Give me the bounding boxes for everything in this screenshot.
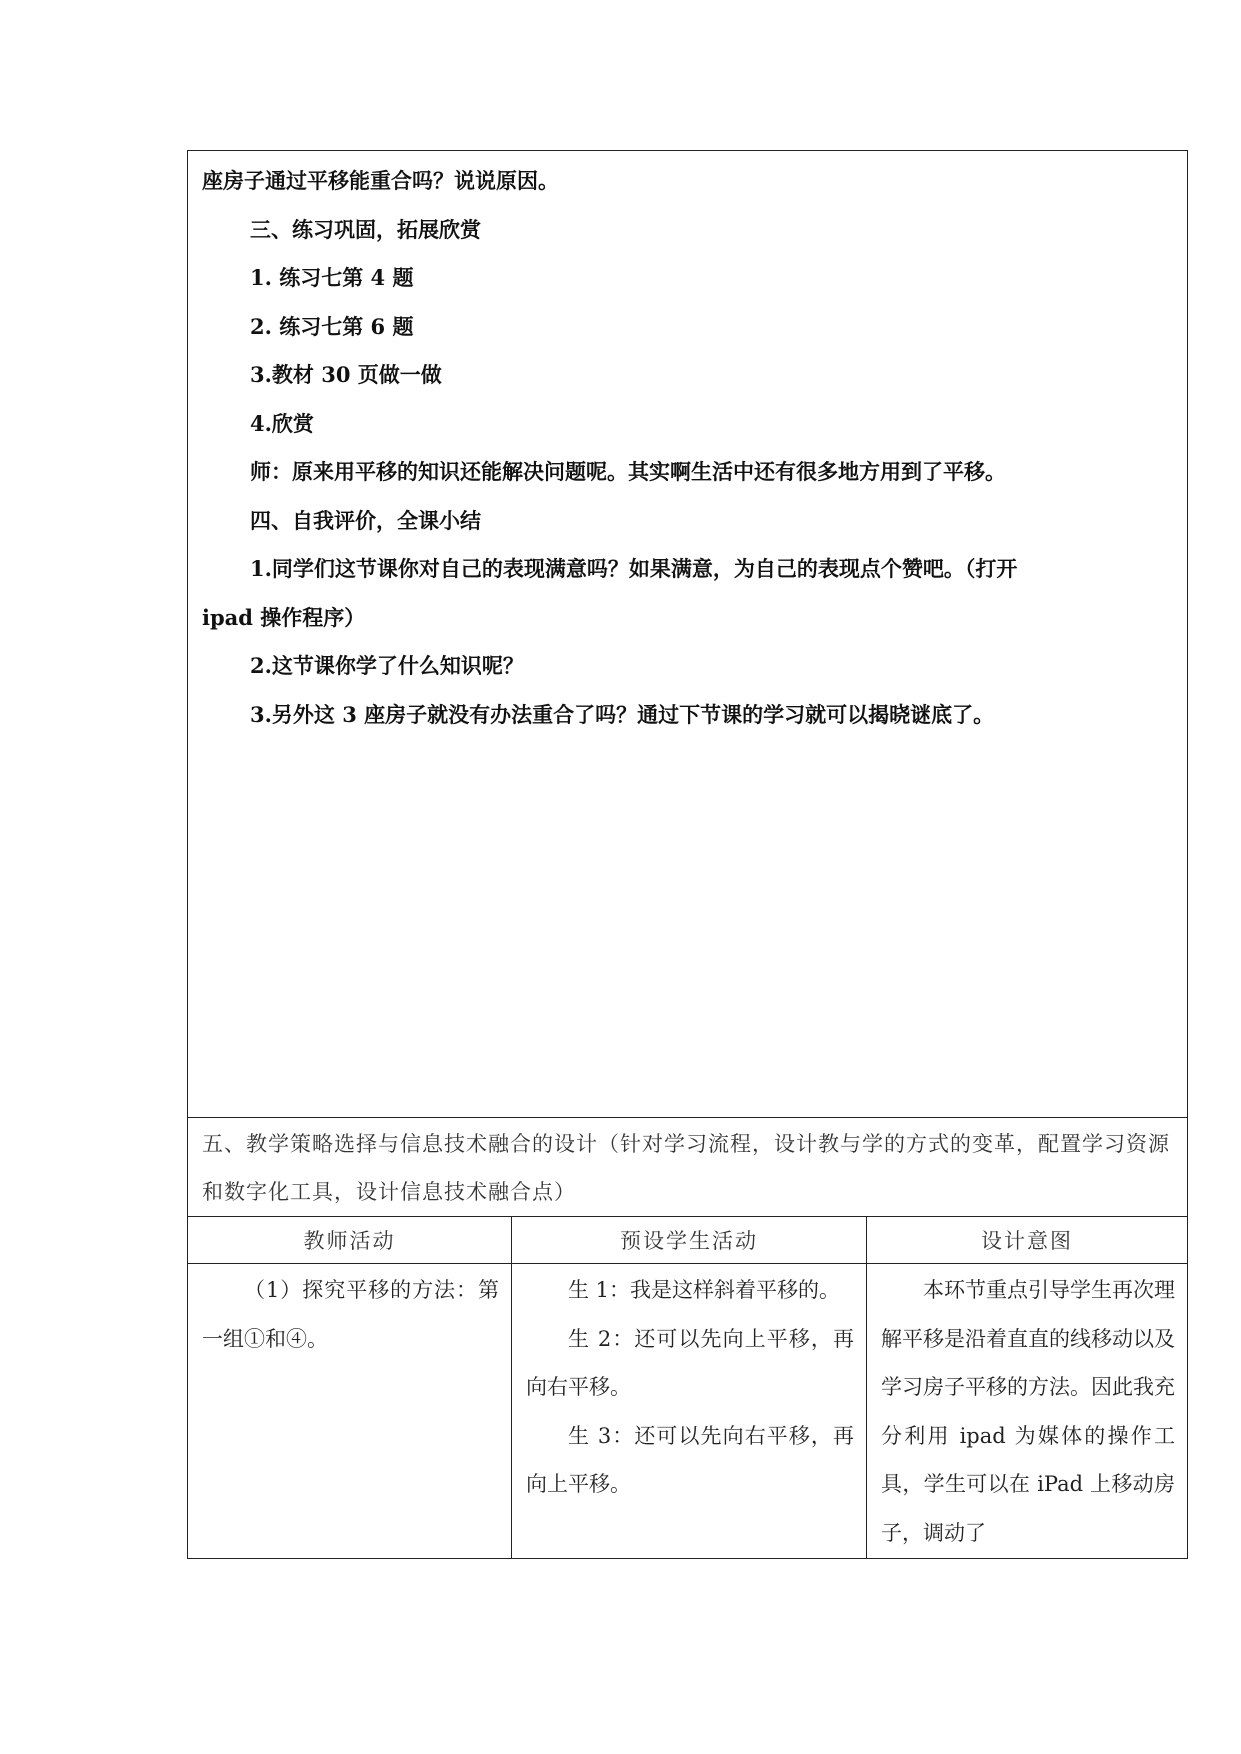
- teacher-activity-cell: [188, 1264, 512, 1559]
- lesson-line: 2. 练习七第 6 题: [250, 313, 414, 339]
- lesson-line: 4.欣赏: [250, 410, 314, 436]
- strategy-heading-cell: [188, 1118, 1188, 1217]
- student-response: 生 3：还可以先向右平移，再向上平移。: [526, 1423, 854, 1496]
- student-response: 生 2：还可以先向上平移，再向右平移。: [526, 1326, 854, 1399]
- student-response: 生 1：我是这样斜着平移的。: [568, 1278, 841, 1302]
- section-heading: 四、自我评价，全课小结: [250, 507, 481, 533]
- lesson-line: 座房子通过平移能重合吗？说说原因。: [202, 168, 559, 193]
- column-header-students: 预设学生活动: [512, 1217, 867, 1264]
- lesson-line: ipad 操作程序）: [202, 604, 366, 630]
- section-heading: 三、练习巩固，拓展欣赏: [250, 216, 481, 242]
- design-intent-cell: [867, 1264, 1188, 1559]
- teacher-activity-text: （1）探究平移的方法：第一组①和④。: [202, 1278, 499, 1351]
- lesson-line: 2.这节课你学了什么知识呢？: [250, 653, 524, 678]
- lesson-process-cell: [188, 151, 1188, 1118]
- lesson-line: 师：原来用平移的知识还能解决问题呢。其实啊生活中还有很多地方用到了平移。: [250, 459, 1006, 484]
- lesson-line: 1.同学们这节课你对自己的表现满意吗？如果满意，为自己的表现点个赞吧。（打开: [250, 556, 1018, 581]
- strategy-heading: 五、教学策略选择与信息技术融合的设计（针对学习流程，设计教与学的方式的变革，配置学习资源和数字化工具，设计信息技术融合点）: [202, 1132, 1170, 1204]
- lesson-line: 1. 练习七第 4 题: [250, 265, 414, 290]
- student-activity-cell: [512, 1264, 867, 1559]
- column-header-teacher: 教师活动: [188, 1217, 512, 1264]
- lesson-plan-table: [187, 150, 1188, 1559]
- design-intent-text: 本环节重点引导学生再次理解平移是沿着直直的线移动以及学习房子平移的方法。因此我充分利用 ipad 为媒体的操作工具，学生可以在 iPad 上移动房子，调动了: [881, 1278, 1175, 1545]
- lesson-line: 3.教材 30 页做一做: [250, 362, 442, 387]
- lesson-line: 3.另外这 3 座房子就没有办法重合了吗？通过下节课的学习就可以揭晓谜底了。: [250, 701, 995, 727]
- column-header-intent: 设计意图: [867, 1217, 1188, 1264]
